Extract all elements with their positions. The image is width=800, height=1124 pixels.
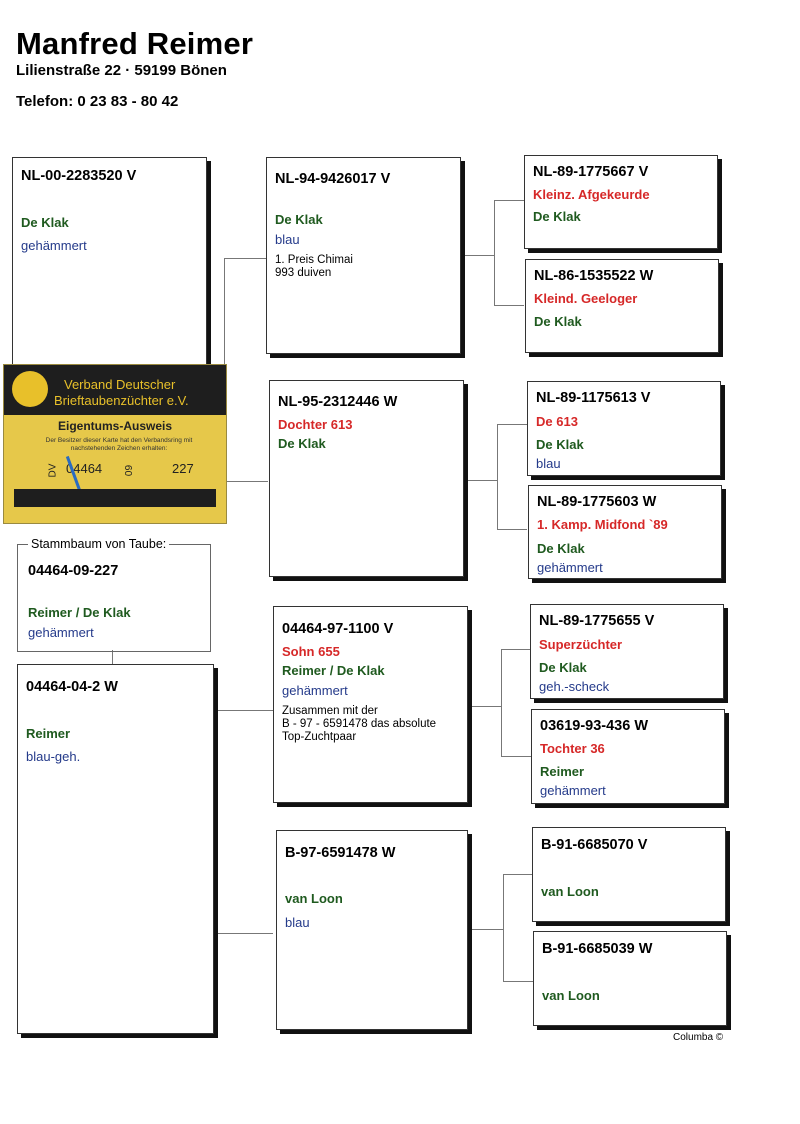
connector xyxy=(497,424,498,530)
card-number: 04464 xyxy=(66,461,103,476)
pigeon-title: De 613 xyxy=(536,414,578,429)
pigeon-title: Dochter 613 xyxy=(278,417,353,432)
pigeon-strain: De Klak xyxy=(534,314,582,329)
connector xyxy=(503,981,533,982)
pigeon-id: NL-00-2283520 V xyxy=(21,168,137,184)
connector xyxy=(494,200,524,201)
pigeon-title: Superzüchter xyxy=(539,637,623,652)
pigeon-id: NL-89-1775603 W xyxy=(537,494,657,510)
gen3-box-8 xyxy=(533,931,727,1026)
pigeon-color: blau xyxy=(275,232,300,247)
pigeon-strain: De Klak xyxy=(537,541,585,556)
pigeon-id: NL-89-1775667 V xyxy=(533,164,649,180)
breeder-address: Lilienstraße 22 · 59199 Bönen xyxy=(16,62,227,79)
pigeon-strain: De Klak xyxy=(539,660,587,675)
gen3-box-7 xyxy=(532,827,726,922)
pigeon-id: NL-95-2312446 W xyxy=(278,394,398,410)
subject-strain: Reimer / De Klak xyxy=(28,605,131,620)
pigeon-color: gehämmert xyxy=(540,783,606,798)
gen3-box-6 xyxy=(531,709,725,804)
pigeon-id: B-97-6591478 W xyxy=(285,845,396,861)
pigeon-id: NL-94-9426017 V xyxy=(275,171,391,187)
gen3-box-2 xyxy=(525,259,719,353)
breeder-phone: Telefon: 0 23 83 - 80 42 xyxy=(16,93,179,110)
gen2-box-1 xyxy=(266,157,461,354)
pigeon-id: NL-89-1175613 V xyxy=(536,390,651,406)
pigeon-id: 04464-04-2 W xyxy=(26,679,118,695)
connector xyxy=(465,480,497,481)
pigeon-title: Kleinz. Afgekeurde xyxy=(533,187,650,202)
gen2-box-4 xyxy=(276,830,468,1030)
connector xyxy=(494,305,524,306)
connector xyxy=(494,200,495,306)
connector xyxy=(224,258,268,259)
subject-box xyxy=(17,544,211,652)
connector xyxy=(215,710,273,711)
pigeon-strain: van Loon xyxy=(285,891,343,906)
pigeon-color: gehämmert xyxy=(21,238,87,253)
connector xyxy=(497,529,527,530)
pigeon-color: blau-geh. xyxy=(26,749,81,764)
pigeon-title: Kleind. Geeloger xyxy=(534,291,638,306)
card-org-line2: Brieftaubenzüchter e.V. xyxy=(54,393,189,408)
gen2-box-2 xyxy=(269,380,464,577)
pigeon-id: B-91-6685039 W xyxy=(542,941,653,957)
card-subtitle: Der Besitzer dieser Karte hat den Verbandsring mit nachstehenden Zeichen erhalten: xyxy=(45,437,193,452)
breeder-name: Manfred Reimer xyxy=(16,26,254,61)
pigeon-strain: De Klak xyxy=(533,209,581,224)
dam-box xyxy=(17,664,214,1034)
card-ring: 227 xyxy=(172,461,194,476)
gen3-box-3 xyxy=(527,381,721,476)
connector xyxy=(503,874,533,875)
pigeon-strain: De Klak xyxy=(536,437,584,452)
connector xyxy=(471,929,503,930)
pigeon-color: blau xyxy=(536,456,561,471)
pigeon-color: geh.-scheck xyxy=(539,679,610,694)
pigeon-title: Tochter 36 xyxy=(540,741,605,756)
card-pattern-band xyxy=(14,489,216,507)
card-org-line1: Verband Deutscher xyxy=(64,377,176,392)
pigeon-color: blau xyxy=(285,915,310,930)
footer-credit: Columba © xyxy=(673,1032,724,1043)
pigeon-strain: van Loon xyxy=(542,988,600,1003)
pigeon-strain: De Klak xyxy=(21,215,69,230)
connector xyxy=(462,255,494,256)
subject-color: gehämmert xyxy=(28,625,94,640)
pedigree-label: Stammbaum von Taube: xyxy=(28,537,169,551)
pigeon-id: NL-89-1775655 V xyxy=(539,613,655,629)
pigeon-title: 1. Kamp. Midfond `89 xyxy=(537,517,668,532)
connector xyxy=(501,756,531,757)
connector xyxy=(501,649,502,757)
card-title: Eigentums-Ausweis xyxy=(57,419,173,433)
connector xyxy=(215,710,216,934)
pigeon-strain: Reimer xyxy=(26,726,71,741)
pigeon-id: NL-86-1535522 W xyxy=(534,268,654,284)
pigeon-id: 03619-93-436 W xyxy=(540,718,649,734)
pigeon-strain: De Klak xyxy=(275,212,323,227)
pigeon-strain: Reimer / De Klak xyxy=(282,663,385,678)
dove-logo-icon xyxy=(12,371,48,407)
gen3-box-5 xyxy=(530,604,724,699)
pigeon-title: Sohn 655 xyxy=(282,644,340,659)
pigeon-strain: Reimer xyxy=(540,764,585,779)
pigeon-color: gehämmert xyxy=(282,683,348,698)
connector xyxy=(224,481,268,482)
pigeon-strain: De Klak xyxy=(278,436,326,451)
pigeon-note: 1. Preis Chimai 993 duiven xyxy=(275,254,353,279)
connector xyxy=(215,933,273,934)
sire-box xyxy=(12,157,207,369)
pigeon-id: B-91-6685070 V xyxy=(541,837,648,853)
pigeon-note: Zusammen mit der B - 97 - 6591478 das absolute Top-Zuchtpaar xyxy=(282,705,437,743)
ownership-card xyxy=(3,364,227,524)
pigeon-color: gehämmert xyxy=(537,560,603,575)
pigeon-id: 04464-97-1100 V xyxy=(282,621,394,637)
connector xyxy=(469,706,501,707)
gen2-box-3 xyxy=(273,606,468,803)
connector xyxy=(501,649,531,650)
connector xyxy=(503,874,504,982)
card-year: 09 xyxy=(124,464,136,477)
gen3-box-4 xyxy=(528,485,722,579)
pigeon-strain: van Loon xyxy=(541,884,599,899)
gen3-box-1 xyxy=(524,155,718,249)
subject-id: 04464-09-227 xyxy=(28,563,119,579)
connector xyxy=(497,424,527,425)
connector xyxy=(112,650,113,664)
card-dv: DV xyxy=(47,463,59,478)
